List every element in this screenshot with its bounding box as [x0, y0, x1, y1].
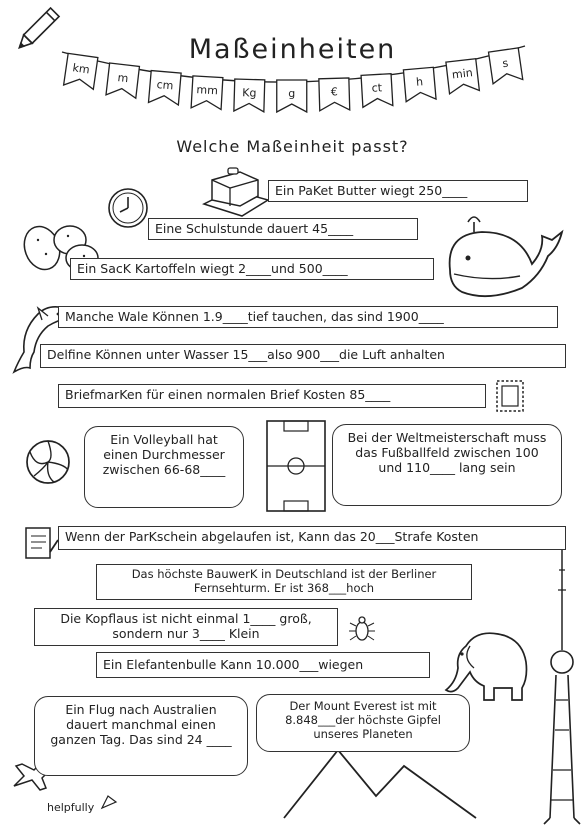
mountains-icon: [280, 744, 480, 820]
unit-flag: [277, 80, 307, 112]
sentence-volleyball: [84, 426, 244, 508]
unit-flag-label: min: [451, 66, 474, 82]
volleyball-icon: [24, 438, 72, 486]
unit-flag: [64, 53, 98, 89]
volleyball-text: Ein Volleyball hat einen Durchmesser zwischen 66-68____: [102, 432, 226, 477]
unit-flag-label: km: [71, 61, 91, 77]
unit-flag: [319, 78, 350, 111]
butter-icon: [196, 160, 272, 218]
whale-icon: [440, 210, 570, 305]
unit-flag-label: mm: [196, 83, 219, 98]
sentence-flight: [34, 696, 248, 776]
unit-flag-label: Kg: [242, 86, 257, 100]
sentence-school-lesson: Eine Schulstunde dauert 45____: [148, 218, 418, 240]
unit-flag: [234, 79, 265, 112]
unit-flag-label: ct: [371, 81, 383, 95]
unit-flag: [446, 59, 479, 94]
sentence-potatoes: Ein SacK Kartoffeln wiegt 2____und 500____: [70, 258, 434, 280]
unit-flag-label: €: [330, 85, 338, 99]
sentence-butter: Ein PaKet Butter wiegt 250____: [268, 180, 528, 202]
sentence-elephant: Ein Elefantenbulle Kann 10.000___wiegen: [96, 652, 430, 678]
tv-tower-icon: [540, 530, 584, 825]
unit-flag-label: g: [288, 87, 296, 100]
sentence-whales: Manche Wale Können 1.9____tief tauchen, das sind 1900____: [58, 306, 558, 328]
football-field-icon: [266, 420, 326, 512]
unit-flag: [361, 74, 393, 108]
brand-logo: helpfully: [47, 801, 95, 814]
unit-flag: [489, 48, 523, 84]
sentence-stamps: BriefmarKen für einen normalen Brief Kosten 85____: [58, 384, 486, 408]
unit-flag-label: cm: [156, 78, 174, 93]
parking-ticket-icon: [20, 522, 60, 562]
unit-flag-label: m: [116, 71, 130, 86]
sentence-football-field: [332, 424, 562, 506]
sentence-everest: [256, 694, 470, 752]
subtitle: Welche Maßeinheit passt?: [176, 137, 409, 156]
sentence-parking: Wenn der ParKschein abgelaufen ist, Kann das 20___Strafe Kosten: [58, 526, 566, 550]
sentence-dolphins: Delfine Können unter Wasser 15___also 900___die Luft anhalten: [40, 344, 566, 368]
everest-text: Der Mount Everest ist mit 8.848___der höchste Gipfel unseres Planeten: [285, 699, 441, 741]
brand-mark-icon: [100, 794, 118, 810]
unit-flag-label: s: [501, 56, 510, 71]
sentence-tv-tower: Das höchste BauwerK in Deutschland ist der Berliner Fernsehturm. Er ist 368___hoch: [96, 564, 472, 600]
clock-icon: [107, 187, 149, 229]
stamp-icon: [495, 379, 525, 413]
unit-flag: [148, 71, 181, 105]
elephant-icon: [436, 628, 532, 702]
football-field-text: Bei der Weltmeisterschaft muss das Fußballfeld zwischen 100 und 110____ lang sein: [347, 430, 547, 475]
flight-text: Ein Flug nach Australien dauert manchmal einen ganzen Tag. Das sind 24 ____: [50, 702, 232, 747]
unit-flag: [403, 67, 436, 101]
sentence-louse: Die Kopflaus ist nicht einmal 1____ groß, sondern nur 3____ Klein: [34, 608, 338, 646]
unit-flag: [106, 63, 139, 98]
louse-icon: [348, 614, 376, 644]
unit-bunting: [0, 0, 585, 130]
unit-flag: [191, 76, 223, 110]
page-title: Maßeinheiten: [188, 34, 397, 65]
unit-flag-label: h: [415, 75, 424, 89]
